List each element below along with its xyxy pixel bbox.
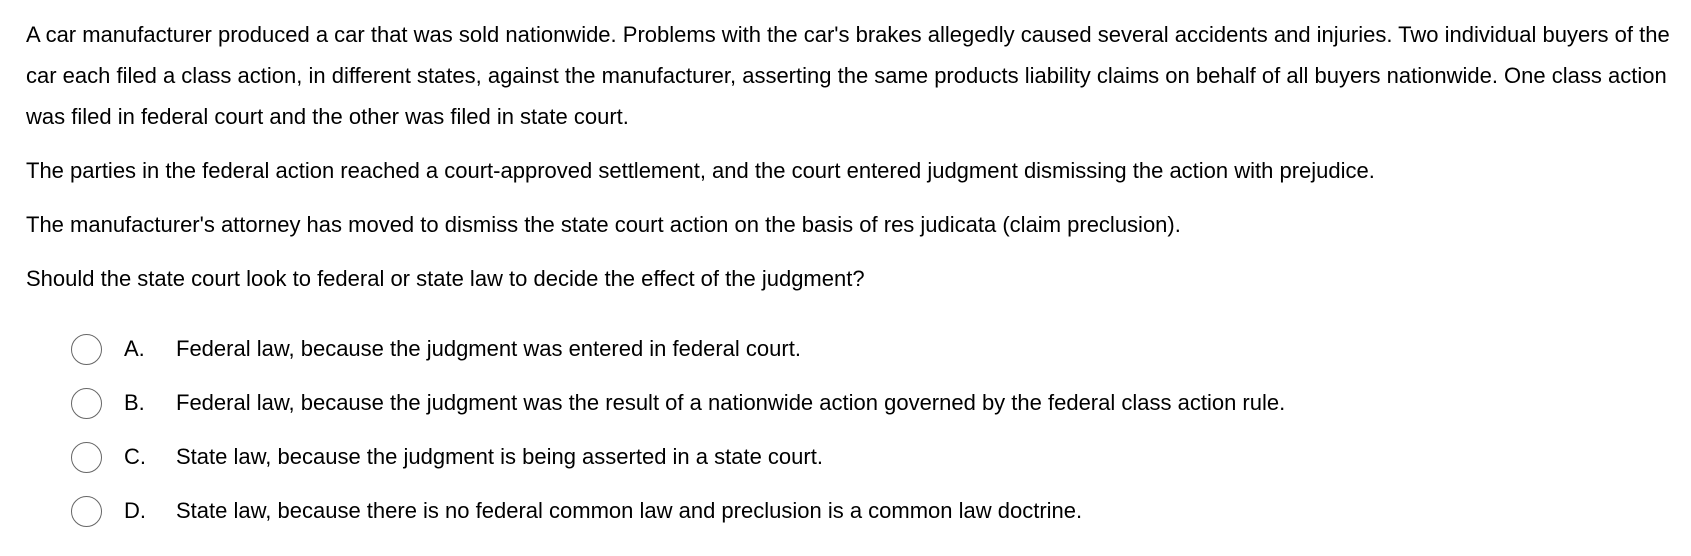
option-d[interactable] — [71, 484, 1671, 538]
option-letter: B. — [124, 390, 145, 415]
radio-button-c[interactable] — [71, 442, 102, 473]
option-c[interactable] — [71, 430, 1671, 484]
option-text[interactable]: Federal law, because the judgment was the result of a nationwide action governed by the federal class action rule. — [176, 390, 1286, 415]
question-stem — [26, 14, 1686, 312]
option-text[interactable]: State law, because there is no federal common law and preclusion is a common law doctrine. — [176, 498, 1083, 523]
question-prompt: Should the state court look to federal or state law to decide the effect of the judgment? — [26, 266, 865, 291]
option-text[interactable]: State law, because the judgment is being asserted in a state court. — [176, 444, 823, 469]
question-paragraph: A car manufacturer produced a car that was sold nationwide. Problems with the car's brakes allegedly caused several accidents and injuries. Two individual buyers of the car each filed a class action, in different states, against the manufacturer, asserting the same products liability claims on behalf of all buyers nationwide. One class action was filed in federal court and the other was filed in state court. — [26, 22, 1670, 129]
radio-button-d[interactable] — [71, 496, 102, 527]
option-letter: C. — [124, 444, 146, 469]
radio-button-b[interactable] — [71, 388, 102, 419]
radio-button-a[interactable] — [71, 334, 102, 365]
question-paragraph: The parties in the federal action reached a court-approved settlement, and the court entered judgment dismissing the action with prejudice. — [26, 158, 1375, 183]
question-paragraph: The manufacturer's attorney has moved to dismiss the state court action on the basis of res judicata (claim preclusion). — [26, 212, 1181, 237]
answer-options — [71, 322, 1671, 538]
option-text[interactable]: Federal law, because the judgment was entered in federal court. — [176, 336, 801, 361]
option-letter: A. — [124, 336, 145, 361]
option-a[interactable] — [71, 322, 1671, 376]
option-b[interactable] — [71, 376, 1671, 430]
option-letter: D. — [124, 498, 146, 523]
